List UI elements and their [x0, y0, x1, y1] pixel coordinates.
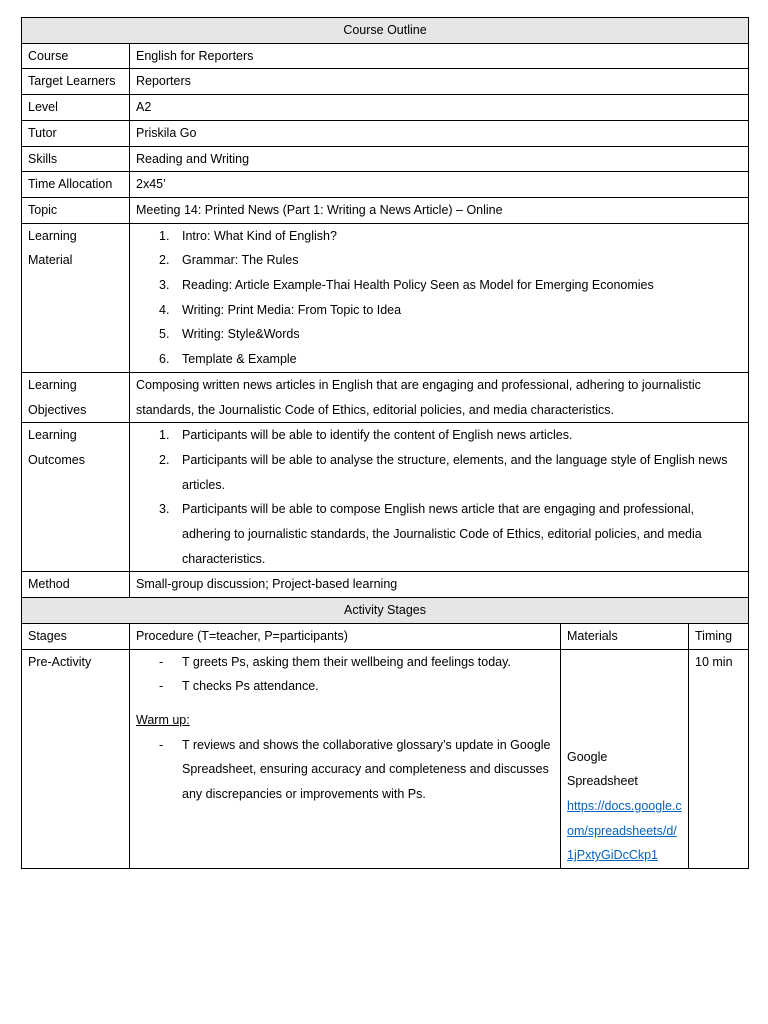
level-row: [22, 95, 749, 121]
learning-material-label-line1: Learning: [28, 228, 77, 243]
topic-value: Meeting 14: Printed News (Part 1: Writing a News Article) – Online: [130, 197, 749, 223]
dash-marker: -: [159, 679, 164, 694]
course-label: Course: [22, 43, 130, 69]
stages-header: Stages: [22, 623, 130, 649]
list-item-text: Participants will be able to analyse the structure, elements, and the language style of English news articles.: [182, 452, 728, 492]
pre-activity-procedure: [130, 649, 561, 869]
list-item-number: 3.: [159, 502, 170, 517]
dash-marker: -: [159, 654, 164, 669]
learning-material-label-line2: Material: [28, 253, 73, 268]
activity-header-row: [22, 623, 749, 649]
list-item: [136, 322, 742, 347]
topic-row: [22, 197, 749, 223]
activity-title-row: [22, 598, 749, 624]
learning-outcomes-row: [22, 423, 749, 572]
tutor-value: Priskila Go: [130, 120, 749, 146]
list-item-text: Reading: Article Example-Thai Health Policy Seen as Model for Emerging Economies: [182, 278, 654, 293]
list-item: [136, 497, 742, 571]
spreadsheet-link[interactable]: https://docs.google.com/spreadsheets/d/1jPxtyGiDcCkp1: [567, 798, 682, 863]
time-allocation-label: Time Allocation: [22, 172, 130, 198]
list-item: [136, 423, 742, 448]
list-item: [136, 733, 554, 807]
warm-up-heading: Warm up:: [136, 712, 190, 727]
pre-activity-row: [22, 649, 749, 869]
list-item-text: T greets Ps, asking them their wellbeing and feelings today.: [182, 654, 511, 669]
topic-label: Topic: [22, 197, 130, 223]
course-outline-title: Course Outline: [22, 18, 749, 44]
procedure-header: Procedure (T=teacher, P=participants): [130, 623, 561, 649]
list-item-number: 6.: [159, 352, 170, 367]
learning-objectives-text: Composing written news articles in English that are engaging and professional, adhering to journalistic standards, the Journalistic Code of Ethics, editorial policies, and media characteristics.: [130, 372, 749, 422]
list-item: [136, 347, 742, 372]
tutor-row: [22, 120, 749, 146]
tutor-label: Tutor: [22, 120, 130, 146]
materials-line2: Spreadsheet: [567, 774, 638, 789]
list-item-text: T checks Ps attendance.: [182, 679, 319, 694]
list-item-text: T reviews and shows the collaborative glossary’s update in Google Spreadsheet, ensuring accuracy and completeness and discusses any discrepancies or improvements with Ps.: [182, 737, 551, 802]
method-label: Method: [22, 572, 130, 598]
skills-value: Reading and Writing: [130, 146, 749, 172]
learning-outcomes-list: [136, 423, 742, 571]
learning-material-list-cell: [130, 223, 749, 372]
list-item-number: 5.: [159, 327, 170, 342]
learning-outcomes-label-line2: Outcomes: [28, 452, 85, 467]
learning-material-list: [136, 224, 742, 372]
target-learners-label: Target Learners: [22, 69, 130, 95]
activity-stages-title: Activity Stages: [22, 598, 749, 624]
list-item: [136, 273, 742, 298]
list-item-text: Grammar: The Rules: [182, 253, 299, 268]
level-label: Level: [22, 95, 130, 121]
list-item: [136, 298, 742, 323]
learning-outcomes-list-cell: [130, 423, 749, 572]
list-item-text: Participants will be able to compose English news article that are engaging and professional, adhering to journalistic standards, the Journalistic Code of Ethics, editorial policies, and media characteristics.: [182, 502, 702, 566]
outline-title-row: [22, 18, 749, 44]
pre-activity-timing: 10 min: [689, 649, 749, 869]
list-item: [136, 448, 742, 497]
timing-header: Timing: [689, 623, 749, 649]
materials-line1: Google: [567, 749, 608, 764]
list-item: [136, 248, 742, 273]
target-learners-value: Reporters: [130, 69, 749, 95]
learning-objectives-label-line1: Learning: [28, 377, 77, 392]
pre-activity-materials: [561, 649, 689, 869]
target-learners-row: [22, 69, 749, 95]
learning-objectives-row: [22, 372, 749, 422]
list-item-text: Writing: Print Media: From Topic to Idea: [182, 302, 402, 317]
pre-activity-steps: [136, 650, 554, 699]
list-item: [136, 650, 554, 675]
learning-outcomes-label: [22, 423, 130, 572]
pre-activity-stage: Pre-Activity: [22, 649, 130, 869]
dash-marker: -: [159, 737, 164, 752]
level-value: A2: [130, 95, 749, 121]
course-row: [22, 43, 749, 69]
list-item-text: Participants will be able to identify the content of English news articles.: [182, 428, 573, 443]
materials-header: Materials: [561, 623, 689, 649]
learning-material-row: [22, 223, 749, 372]
list-item-number: 2.: [159, 253, 170, 268]
list-item-text: Writing: Style&Words: [182, 327, 300, 342]
learning-material-label: [22, 223, 130, 372]
learning-objectives-label-line2: Objectives: [28, 402, 87, 417]
learning-objectives-label: [22, 372, 130, 422]
list-item: [136, 224, 742, 249]
skills-label: Skills: [22, 146, 130, 172]
list-item-text: Template & Example: [182, 352, 297, 367]
list-item-number: 4.: [159, 302, 170, 317]
skills-row: [22, 146, 749, 172]
learning-outcomes-label-line1: Learning: [28, 428, 77, 443]
list-item-number: 3.: [159, 278, 170, 293]
list-item-number: 2.: [159, 452, 170, 467]
warm-up-steps: [136, 733, 554, 807]
list-item-text: Intro: What Kind of English?: [182, 228, 337, 243]
list-item-number: 1.: [159, 428, 170, 443]
time-allocation-row: [22, 172, 749, 198]
course-value: English for Reporters: [130, 43, 749, 69]
list-item-number: 1.: [159, 228, 170, 243]
time-allocation-value: 2x45’: [130, 172, 749, 198]
list-item: [136, 674, 554, 699]
method-row: [22, 572, 749, 598]
course-outline-table: [21, 17, 749, 869]
method-value: Small-group discussion; Project-based learning: [130, 572, 749, 598]
